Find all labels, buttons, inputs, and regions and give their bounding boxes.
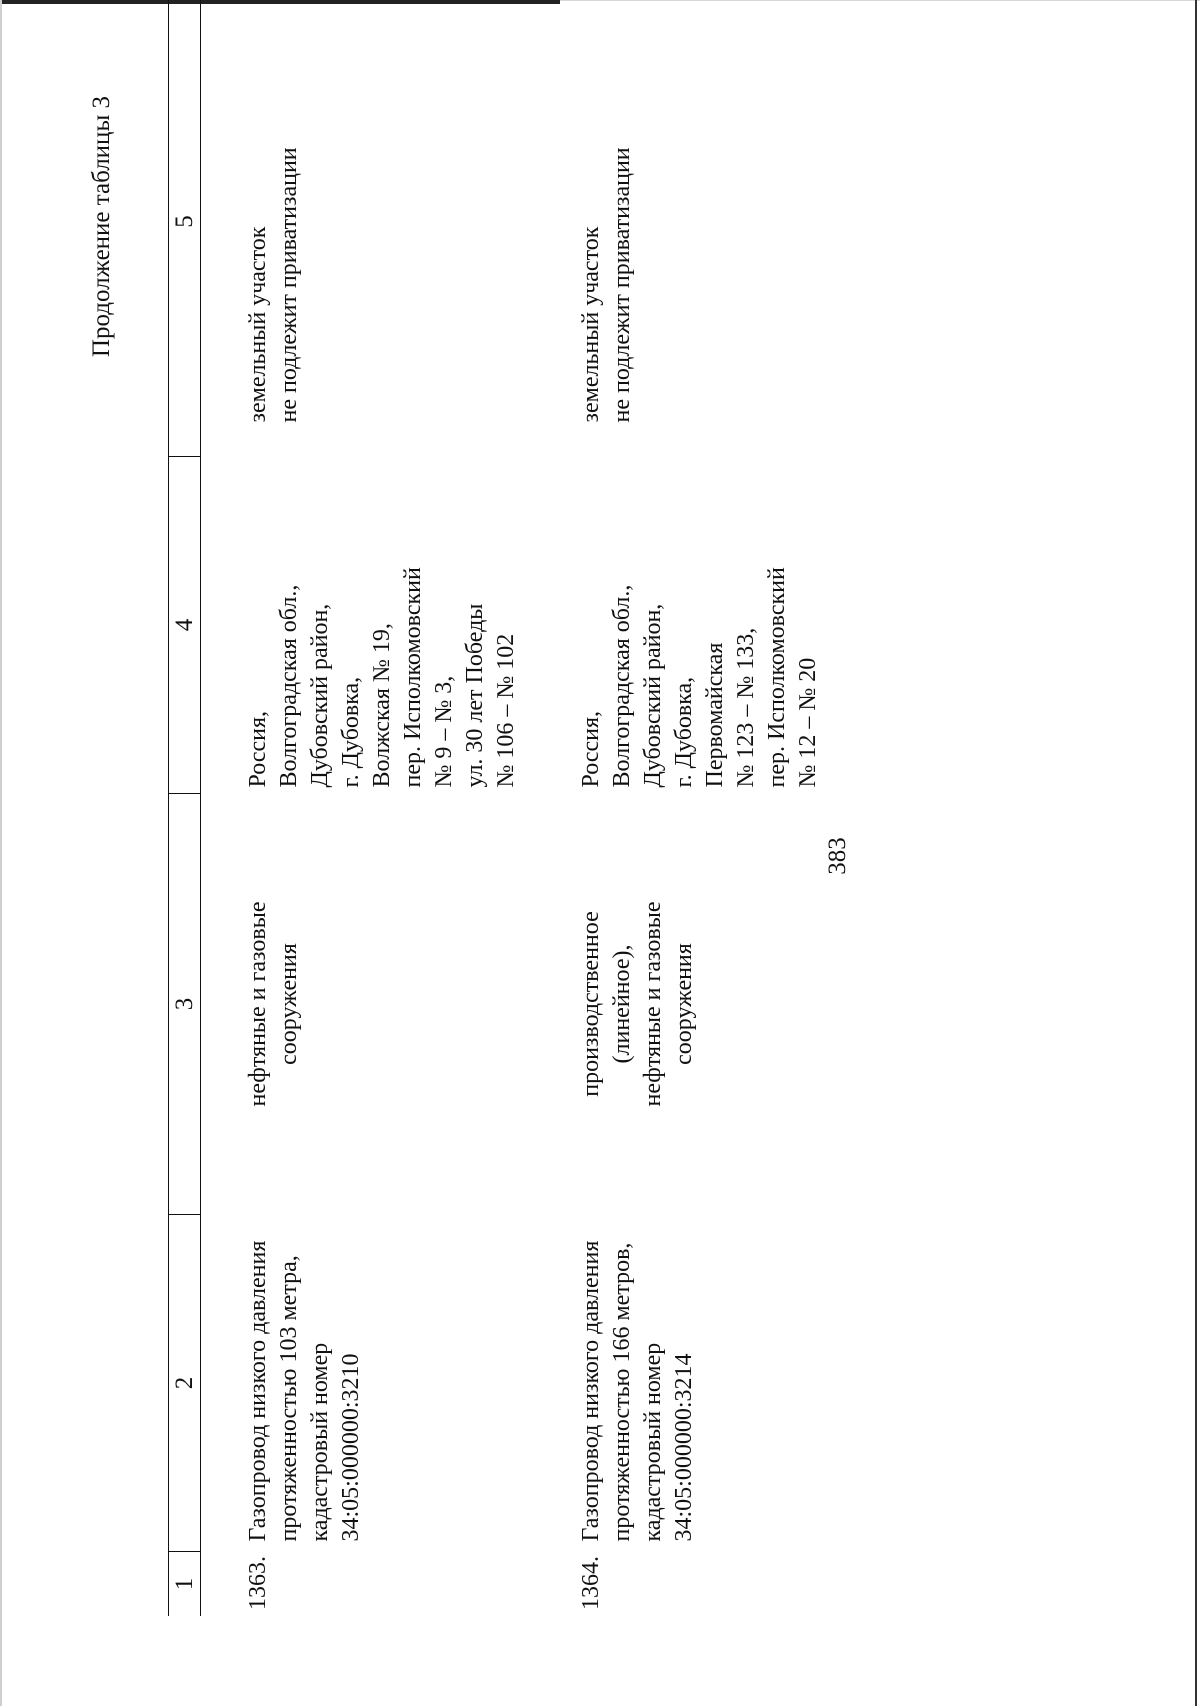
text-line: Волжская № 19, (369, 623, 395, 788)
column-header: 2 (169, 1215, 201, 1552)
registry-table (168, 0, 824, 1616)
text-line: нефтяные и газовые (640, 901, 666, 1107)
object-type (201, 794, 523, 1215)
text-line: № 12 – № 20 (795, 657, 821, 788)
object-note (522, 0, 824, 457)
text-line: не подлежит приватизации (609, 147, 635, 423)
column-header: 4 (169, 457, 201, 794)
text-line: № 123 – № 133, (733, 627, 759, 788)
text-line: Газопровод низкого давления (245, 1240, 271, 1542)
text-line: Россия, (245, 710, 271, 788)
text-line: 34:05:000000:3210 (338, 1353, 364, 1542)
object-name (201, 1215, 523, 1552)
text-line: Россия, (578, 710, 604, 788)
text-line: нефтяные и газовые (245, 901, 271, 1107)
text-line: Волгоградская обл., (276, 584, 302, 788)
text-line: г. Дубовка, (338, 676, 364, 788)
column-header: 1 (169, 1552, 201, 1617)
text-line: (линейное), (609, 944, 635, 1064)
text-line: земельный участок (245, 226, 271, 423)
table-header-row (169, 0, 201, 1616)
text-line: Дубовский район, (640, 603, 666, 788)
object-address (201, 457, 523, 794)
object-name (522, 1215, 824, 1552)
row-number: 1364. (578, 1556, 604, 1610)
text-line: г. Дубовка, (671, 676, 697, 788)
text-line: кадастровый номер (307, 1342, 333, 1542)
text-line: пер. Исполкомовский (764, 567, 790, 788)
table-row (522, 0, 824, 1616)
object-address (522, 457, 824, 794)
row-number: 1363. (245, 1556, 271, 1610)
table-continuation-title: Продолжение таблицы 3 (88, 96, 115, 358)
text-line: Волгоградская обл., (609, 584, 635, 788)
text-line: Дубовский район, (307, 603, 333, 788)
text-line: ул. 30 лет Победы (462, 603, 488, 788)
text-line: сооружения (671, 943, 697, 1065)
object-note (201, 0, 523, 457)
text-line: кадастровый номер (640, 1342, 666, 1542)
text-line: Первомайская (702, 642, 728, 788)
text-line: Газопровод низкого давления (578, 1240, 604, 1542)
text-line: не подлежит приватизации (276, 147, 302, 423)
column-header: 3 (169, 794, 201, 1215)
text-line: № 9 – № 3, (431, 675, 457, 788)
object-type (522, 794, 824, 1215)
text-line: производственное (578, 911, 604, 1097)
text-line: № 106 – № 102 (493, 633, 519, 788)
text-line: протяженностью 166 метров, (609, 1242, 635, 1542)
text-line: земельный участок (578, 226, 604, 423)
text-line: пер. Исполкомовский (400, 567, 426, 788)
page-number: 383 (824, 837, 851, 875)
text-line: протяженностью 103 метра, (276, 1255, 302, 1542)
text-line: сооружения (276, 943, 302, 1065)
column-header: 5 (169, 0, 201, 457)
table-row (201, 0, 523, 1616)
text-line: 34:05:000000:3214 (671, 1353, 697, 1542)
